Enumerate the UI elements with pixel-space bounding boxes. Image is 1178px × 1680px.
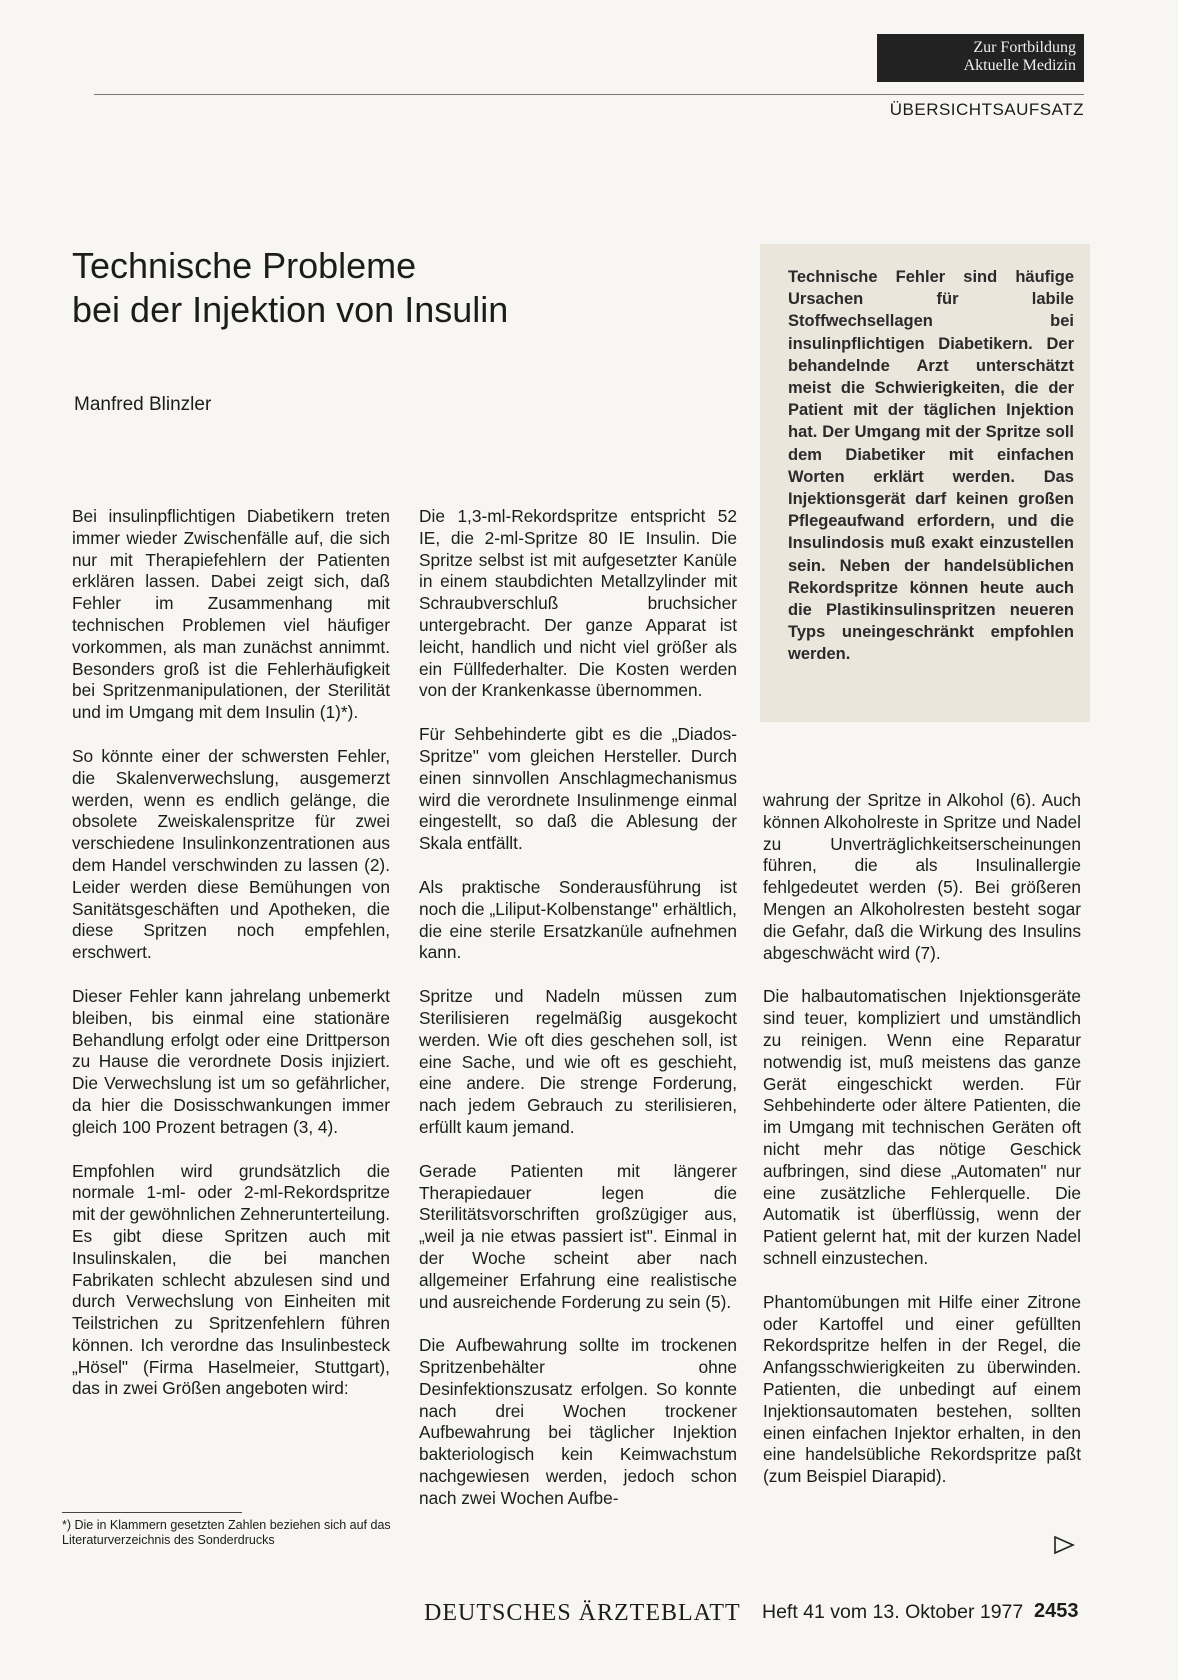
author-name: Manfred Blinzler: [74, 394, 212, 415]
text-column-3: [763, 790, 1081, 1510]
category-label-box: [877, 34, 1084, 82]
category-line-2: Aktuelle Medizin: [963, 57, 1076, 74]
page-number: 2453: [1034, 1600, 1079, 1622]
paragraph: Phantomübungen mit Hilfe einer Zitrone oder Kartoffel und einer gefüllten Rekordspritze helfen in der Regel, die Anfangsschwierigkeiten zu überwinden. Patienten, die unbedingt auf einem Injektionsautomaten bestehen, sollten einen einfachen Injektor erhalten, in den eine handelsübliche Rekordspritze paßt (zum Beispiel Diarapid).: [763, 1291, 1081, 1487]
section-label: ÜBERSICHTSAUFSATZ: [889, 100, 1084, 119]
paragraph: Die 1,3-ml-Rekordspritze entspricht 52 IE, die 2-ml-Spritze 80 IE Insulin. Die Spritze selbst ist mit aufgesetzter Kanüle in einem staubdichten Metallzylinder mit Schraubverschluß bruchsicher untergebracht. Der ganze Apparat ist leicht, handlich und nicht viel größer als ein Füllfederhalter. Die Kosten werden von der Krankenkasse übernommen.: [419, 506, 737, 701]
category-line-1: Zur Fortbildung: [973, 39, 1076, 56]
paragraph: wahrung der Spritze in Alkohol (6). Auch können Alkoholreste in Spritze und Nadel zu Unverträglichkeitserscheinungen führen, die als Insulinallergie fehlgedeutet werden (5). Bei größeren Mengen an Alkoholresten besteht sogar die Gefahr, daß die Wirkung des Insulins abgeschwächt wird (7).: [763, 790, 1081, 963]
paragraph: Als praktische Sonderausführung ist noch die „Liliput-Kolbenstange" erhältlich, die eine sterile Ersatzkanüle aufnehmen kann.: [419, 876, 737, 963]
paragraph: Die halbautomatischen Injektionsgeräte sind teuer, kompliziert und umständlich zu reinigen. Wenn eine Reparatur notwendig ist, muß meistens das ganze Gerät eingeschickt werden. Für Sehbehinderte oder ältere Patienten, die im Umgang mit technischen Geräten oft nicht mehr das nötige Geschick aufbringen, sind diese „Automaten" nur eine zusätzliche Fehlerquelle. Die Automatik ist überflüssig, wenn der Patient gelernt hat, mit der kurzen Nadel schnell einzustechen.: [763, 986, 1081, 1268]
text-column-2: [419, 506, 737, 1532]
header-rule: [94, 94, 1084, 95]
paragraph: Spritze und Nadeln müssen zum Sterilisieren regelmäßig ausgekocht werden. Wie oft dies geschehen soll, ist eine Sache, und wie oft es geschieht, eine andere. Die strenge Forderung, nach jedem Gebrauch zu sterilisieren, erfüllt kaum jemand.: [419, 986, 737, 1137]
paragraph: Empfohlen wird grundsätzlich die normale 1-ml- oder 2-ml-Rekordspritze mit der gewöhnlichen Zehnerunterteilung. Es gibt diese Spritzen auch mit Insulinskalen, die bei manchen Fabrikaten schlecht abzulesen sind und durch Verwechslung von Einheiten mit Teilstrichen zu Spritzenfehlern führen können. Ich verordne das Insulinbesteck „Hösel" (Firma Haselmeier, Stuttgart), das in zwei Größen angeboten wird:: [72, 1160, 390, 1399]
article-title: [72, 244, 672, 332]
continue-arrow-icon: [1052, 1535, 1076, 1555]
abstract-text: Technische Fehler sind häufige Ursachen für labile Stoffwechsellagen bei insulinpflichtigen Diabetikern. Der behandelnde Arzt unterschätzt meist die Schwierigkeiten, die der Patient mit der täglichen Injektion hat. Der Umgang mit der Spritze soll dem Diabetiker mit einfachen Worten erklärt werden. Das Injektionsgerät darf keinen großen Pflegeaufwand erfordern, und die Insulindosis muß exakt einzustellen sein. Neben der handelsüblichen Rekordspritze können heute auch die Plastikinsulinspritzen neueren Typs uneingeschränkt empfohlen werden.: [788, 268, 1074, 664]
footnote-rule: [62, 1512, 242, 1513]
paragraph: Dieser Fehler kann jahrelang unbemerkt bleiben, bis einmal eine stationäre Behandlung erfolgt oder eine Drittperson zu Hause die verordnete Dosis injiziert. Die Verwechslung ist um so gefährlicher, da hier die Dosisschwankungen immer gleich 100 Prozent betragen (3, 4).: [72, 985, 390, 1137]
text-column-1: [72, 506, 390, 1422]
paragraph: Gerade Patienten mit längerer Therapiedauer legen die Sterilitätsvorschriften großzügiger aus, „weil ja nie etwas passiert ist". Einmal in der Woche scheint aber nach allgemeiner Erfahrung eine realistische und ausreichende Forderung zu sein (5).: [419, 1160, 737, 1312]
title-line-1: Technische Probleme: [72, 245, 417, 286]
paragraph: Für Sehbehinderte gibt es die „Diados-Spritze" vom gleichen Hersteller. Durch einen sinnvollen Anschlagmechanismus wird die verordnete Insulinmenge einmal eingestellt, so daß die Ablesung der Skala entfällt.: [419, 724, 737, 854]
paragraph: Die Aufbewahrung sollte im trockenen Spritzenbehälter ohne Desinfektionszusatz erfolgen. So konnte nach drei Wochen trockener Aufbewahrung bei täglicher Injektion bakteriologisch kein Keimwachstum nachgewiesen werden, jedoch schon nach zwei Wochen Aufbe-: [419, 1335, 737, 1508]
title-line-2: bei der Injektion von Insulin: [72, 289, 509, 330]
paragraph: So könnte einer der schwersten Fehler, die Skalenverwechslung, ausgemerzt werden, wenn es endlich gelänge, die obsolete Zweiskalenspritze für zwei verschiedene Insulinkonzentrationen aus dem Handel verschwinden zu lassen (2). Leider werden diese Bemühungen von Sanitätsgeschäften und Apotheken, die diese Spritzen noch empfehlen, erschwert.: [72, 745, 390, 963]
journal-name: DEUTSCHES ÄRZTEBLATT: [424, 1600, 741, 1626]
paragraph: Bei insulinpflichtigen Diabetikern treten immer wieder Zwischenfälle auf, die sich nur mit Therapiefehlern der Patienten erklären lassen. Dabei zeigt sich, daß Fehler im Zusammenhang mit technischen Problemen viel häufiger vorkommen, als man zunächst annimmt. Besonders groß ist die Fehlerhäufigkeit bei Spritzenmanipulationen, der Sterilität und im Umgang mit dem Insulin (1)*).: [72, 506, 390, 723]
abstract-box: [760, 244, 1090, 722]
issue-info: Heft 41 vom 13. Oktober 1977: [762, 1601, 1024, 1623]
footnote: *) Die in Klammern gesetzten Zahlen beziehen sich auf das Literaturverzeichnis des Sonderdrucks: [62, 1518, 391, 1547]
